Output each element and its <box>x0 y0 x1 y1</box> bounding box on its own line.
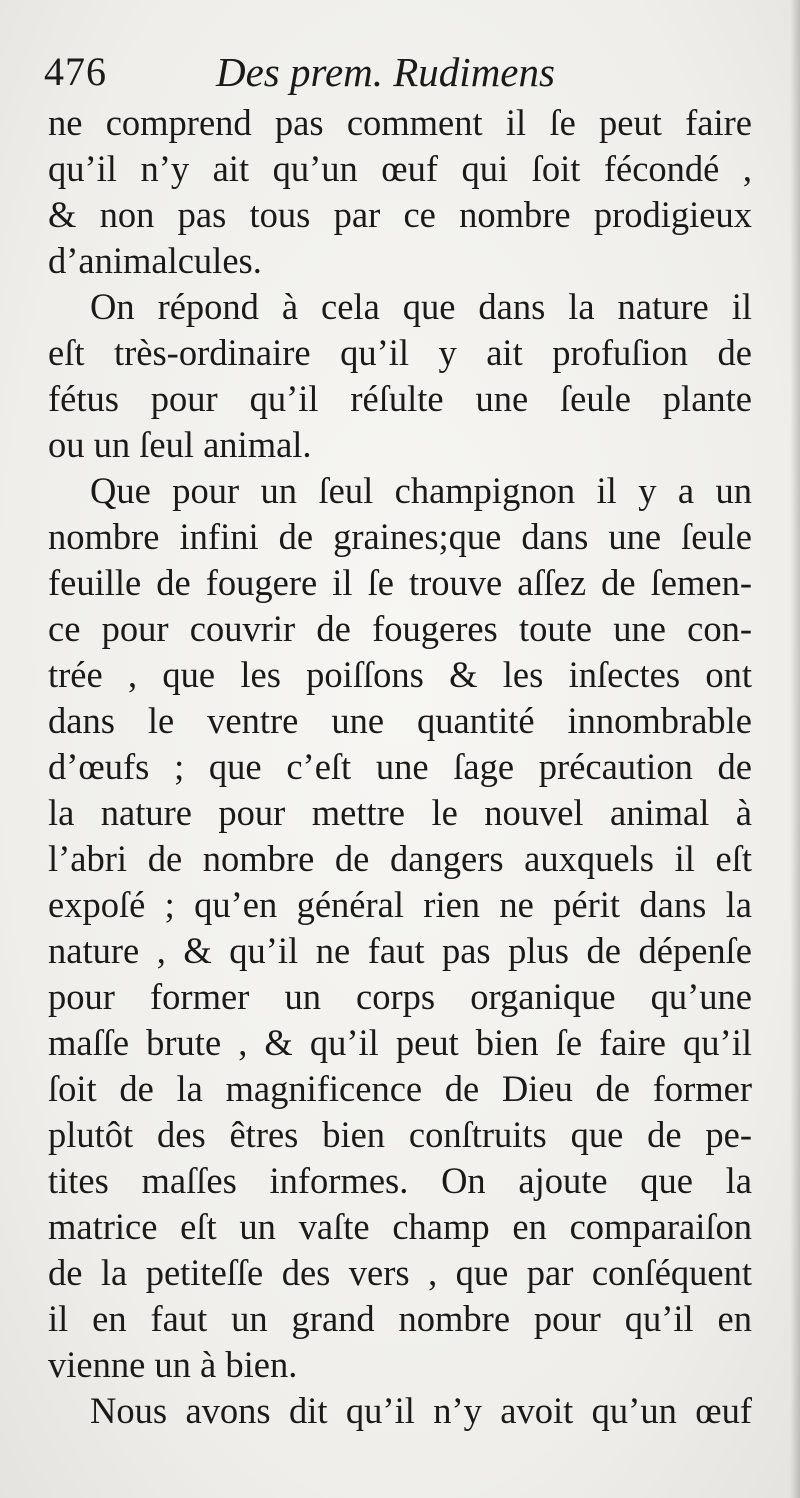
text-line: ce pour couvrir de fougeres toute une con- <box>48 608 752 649</box>
text-line: il en faut un grand nombre pour qu’il en <box>48 1298 752 1339</box>
running-title: Des prem. Rudimens <box>216 49 555 95</box>
page-edge-shadow <box>790 0 800 1498</box>
text-line: fétus pour qu’il réſulte une ſeule plante <box>48 378 752 419</box>
paragraph-start-line: On répond à cela que dans la nature il <box>90 286 752 327</box>
text-line: nature , & qu’il ne faut pas plus de dépenſe <box>48 930 752 971</box>
text-line: matrice eſt un vaſte champ en comparaiſon <box>48 1206 752 1247</box>
text-line: l’abri de nombre de dangers auxquels il eſt <box>48 838 752 879</box>
paragraph-start-line: Que pour un ſeul champignon il y a un <box>90 470 752 511</box>
text-line: ne comprend pas comment il ſe peut faire <box>48 102 752 143</box>
paragraph-start-line: Nous avons dit qu’il n’y avoit qu’un œuf <box>90 1390 752 1431</box>
text-line: tites maſſes informes. On ajoute que la <box>48 1160 752 1201</box>
page-number: 476 <box>44 49 107 94</box>
text-line: pour former un corps organique qu’une <box>48 976 752 1017</box>
text-line: qu’il n’y ait qu’un œuf qui ſoit fécondé , <box>48 148 752 189</box>
text-line: feuille de fougere il ſe trouve aſſez de ſemen- <box>48 562 752 603</box>
text-line: trée , que les poiſſons & les inſectes ont <box>48 654 752 695</box>
text-line: nombre infini de graines;que dans une ſeule <box>48 516 752 557</box>
text-line: dans le ventre une quantité innombrable <box>48 700 752 741</box>
text-line: d’œufs ; que c’eſt une ſage précaution de <box>48 746 752 787</box>
text-line: de la petiteſſe des vers , que par conſéquent <box>48 1252 752 1293</box>
paragraph-end-line: ou un ſeul animal. <box>48 424 312 465</box>
text-line: ſoit de la magnificence de Dieu de former <box>48 1068 752 1109</box>
text-line: expoſé ; qu’en général rien ne périt dans la <box>48 884 752 925</box>
text-line: maſſe brute , & qu’il peut bien ſe faire qu’il <box>48 1022 752 1063</box>
page-header <box>44 44 744 100</box>
text-line: & non pas tous par ce nombre prodigieux <box>48 194 752 235</box>
text-line: eſt très-ordinaire qu’il y ait profuſion de <box>48 332 752 373</box>
paragraph-end-line: vienne un à bien. <box>48 1344 298 1385</box>
text-line: la nature pour mettre le nouvel animal à <box>48 792 752 833</box>
text-line: plutôt des êtres bien conſtruits que de pe- <box>48 1114 752 1155</box>
body-text <box>48 100 752 1434</box>
paragraph-end-line: d’animalcules. <box>48 240 262 281</box>
